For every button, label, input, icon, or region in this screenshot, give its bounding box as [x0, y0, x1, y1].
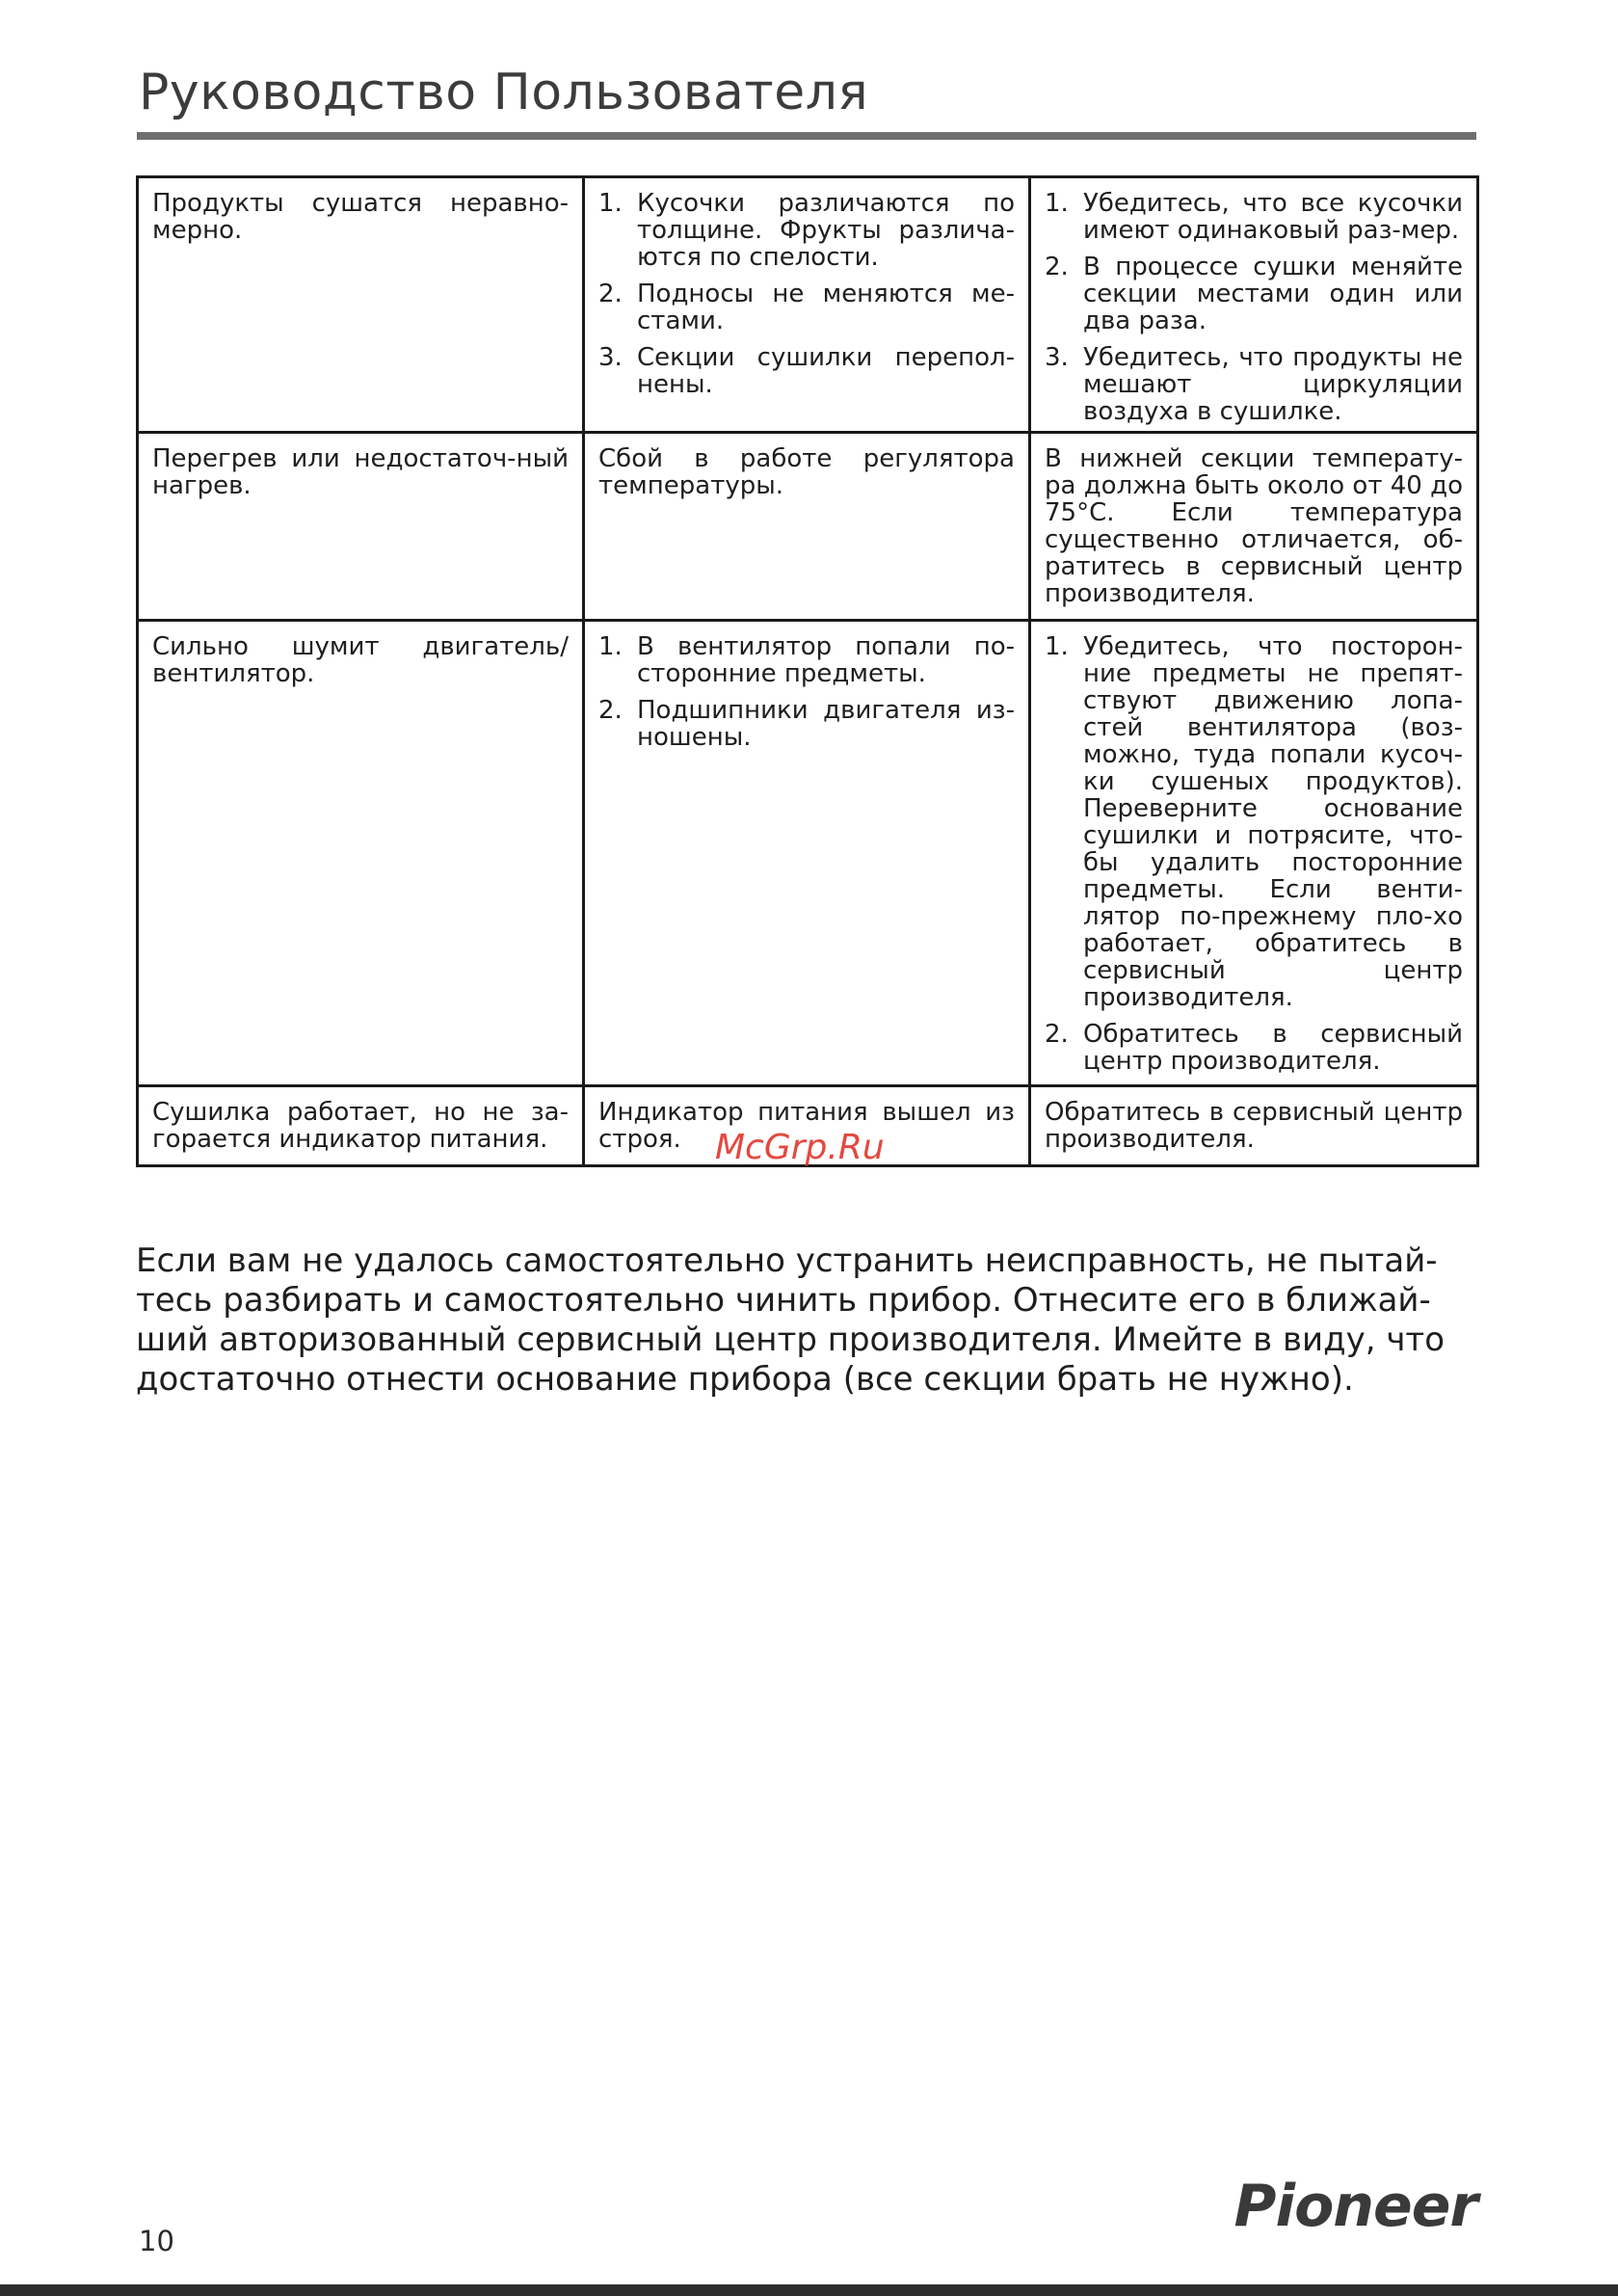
cause-cell	[584, 621, 1030, 1086]
bottom-band	[0, 2284, 1618, 2296]
troubleshooting-table	[136, 175, 1479, 1167]
list-number: 3.	[1045, 343, 1069, 372]
list-number: 2.	[598, 280, 623, 308]
list-item	[598, 633, 1015, 687]
solution-list	[1045, 190, 1463, 425]
solution-cell: В нижней секции температу-ра должна быть около от 40 до 75°C. Если температура существенно отличается, об-ратитесь в сервисный центр производителя.	[1030, 433, 1478, 621]
list-text: Подносы не меняются ме-стами.	[637, 280, 1015, 335]
list-text: Секции сушилки перепол-нены.	[637, 343, 1015, 399]
list-number: 3.	[598, 343, 623, 372]
table-row	[138, 621, 1478, 1086]
list-text: Убедитесь, что все кусочки имеют одинаковый раз-мер.	[1083, 189, 1463, 245]
problem-cell: Перегрев или недостаточ-ный нагрев.	[138, 433, 584, 621]
brand-logo: Pioneer	[1233, 2173, 1477, 2240]
list-text: Убедитесь, что посторон-ние предметы не препят-ствуют движению лопа-стей вентилятора (воз-можно, туда попали кусоч-ки сушеных продуктов). Переверните основание сушилки и потрясите, что-бы удалить посторонние предметы. Если венти-лятор по-прежнему пло-хо работает, обратитесь в сервисный центр производителя.	[1083, 632, 1463, 1012]
list-text: Кусочки различаются по толщине. Фрукты различа-ются по спелости.	[637, 189, 1015, 272]
solution-cell	[1030, 177, 1478, 433]
cause-cell	[584, 177, 1030, 433]
page-title: Руководство Пользователя	[139, 64, 869, 121]
list-text: В вентилятор попали по-сторонние предметы.	[637, 632, 1015, 688]
solution-cell	[1030, 621, 1478, 1086]
list-item	[1045, 190, 1463, 244]
list-item	[1045, 633, 1463, 1011]
list-number: 2.	[1045, 1020, 1069, 1049]
cause-list	[598, 190, 1015, 398]
solution-cell: Обратитесь в сервисный центр производителя.	[1030, 1086, 1478, 1166]
list-item	[1045, 1021, 1463, 1075]
problem-cell: Сильно шумит двигатель/ вентилятор.	[138, 621, 584, 1086]
table-row	[138, 177, 1478, 433]
list-number: 2.	[598, 696, 623, 725]
list-number: 1.	[1045, 189, 1069, 218]
list-text: Обратитесь в сервисный центр производителя.	[1083, 1020, 1463, 1076]
list-text: Убедитесь, что продукты не мешают циркуляции воздуха в сушилке.	[1083, 343, 1463, 426]
list-number: 1.	[598, 189, 623, 218]
notice-paragraph: Если вам не удалось самостоятельно устранить неисправность, не пытай-тесь разбирать и самостоятельно чинить прибор. Отнесите его в ближай-ший авторизованный сервисный центр производителя. Имейте в виду, что достаточно отнести основание прибора (все секции брать не нужно).	[136, 1241, 1446, 1399]
problem-cell: Продукты сушатся неравно-мерно.	[138, 177, 584, 433]
list-item	[1045, 254, 1463, 334]
list-item	[598, 344, 1015, 398]
list-item	[1045, 344, 1463, 425]
solution-list	[1045, 633, 1463, 1075]
cause-cell: Индикатор питания вышел из строя.	[584, 1086, 1030, 1166]
page-number: 10	[139, 2225, 174, 2257]
cause-list	[598, 633, 1015, 751]
cause-cell: Сбой в работе регулятора температуры.	[584, 433, 1030, 621]
list-item	[598, 190, 1015, 271]
title-rule	[137, 132, 1476, 140]
table-row	[138, 433, 1478, 621]
list-number: 2.	[1045, 253, 1069, 281]
list-number: 1.	[598, 632, 623, 661]
watermark: McGrp.Ru	[715, 1128, 885, 1167]
list-item	[598, 697, 1015, 751]
list-item	[598, 280, 1015, 334]
list-number: 1.	[1045, 632, 1069, 661]
list-text: Подшипники двигателя из-ношены.	[637, 696, 1015, 752]
list-text: В процессе сушки меняйте секции местами один или два раза.	[1083, 253, 1463, 335]
problem-cell: Сушилка работает, но не за-горается индикатор питания.	[138, 1086, 584, 1166]
